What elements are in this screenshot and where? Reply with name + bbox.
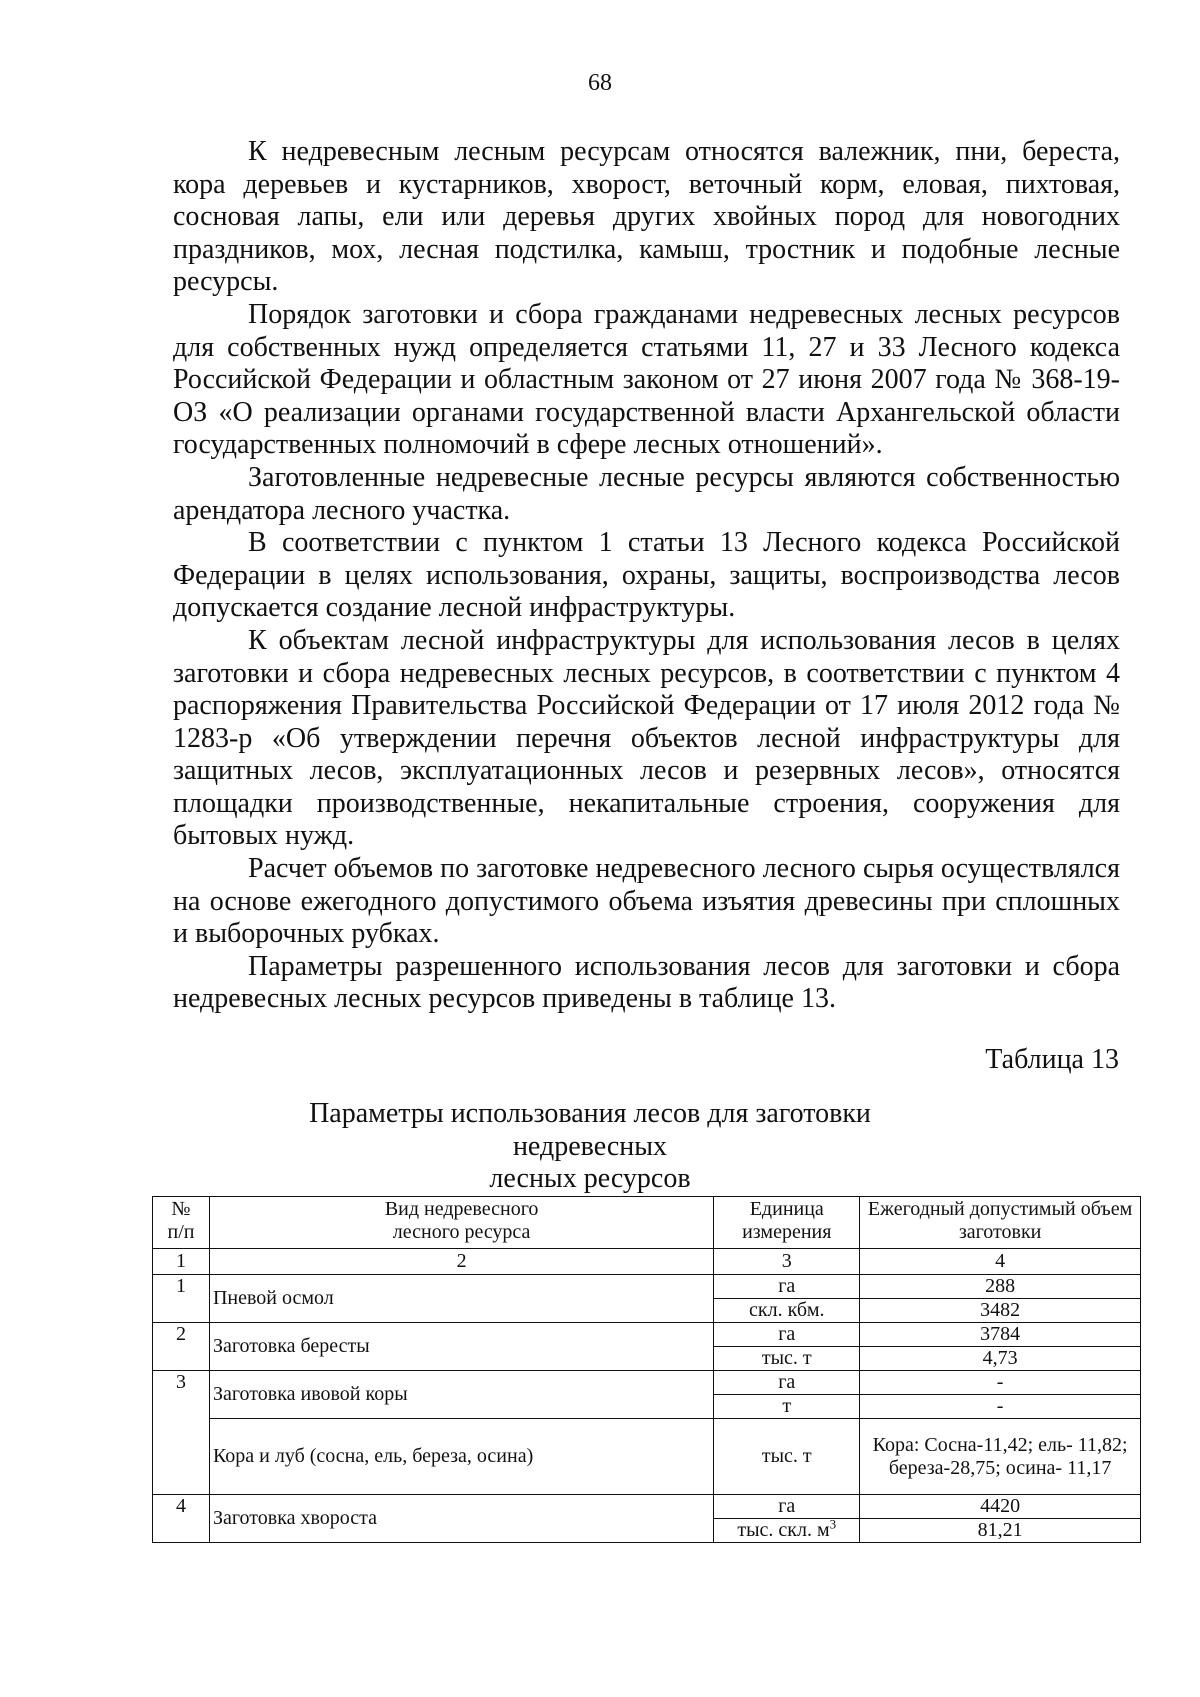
- unit-cell: скл. кбм.: [714, 1299, 860, 1323]
- unit-cell: га: [714, 1495, 860, 1519]
- table-row: [153, 1371, 1141, 1395]
- value-line: береза-28,75; осина- 11,17: [888, 1456, 1112, 1479]
- resource-name: Кора и луб (сосна, ель, береза, осина): [209, 1419, 713, 1495]
- unit-superscript: 3: [829, 1516, 837, 1532]
- column-number-row: [153, 1249, 1141, 1275]
- column-number: 2: [209, 1249, 713, 1275]
- row-number: 1: [153, 1275, 210, 1323]
- resource-name: Заготовка хвороста: [209, 1495, 713, 1543]
- table-row: [153, 1419, 1141, 1495]
- table-row: [153, 1323, 1141, 1347]
- value-cell: -: [860, 1395, 1141, 1419]
- row-number: 2: [153, 1323, 210, 1371]
- resource-name: Пневой осмол: [209, 1275, 713, 1323]
- unit-cell: тыс. т: [714, 1347, 860, 1371]
- page-number: 68: [588, 70, 612, 96]
- value-cell: 4420: [860, 1495, 1141, 1519]
- header-annual-volume: Ежегодный допустимый объем заготовки: [860, 1197, 1141, 1249]
- paragraph: К недревесным лесным ресурсам относятся валежник, пни, береста, кора деревьев и кустарников, хворост, веточный корм, еловая, пихтовая, сосновая лапы, ели или деревья других хвойных пород для новогодних праздников, мох, лесная подстилка, камыш, тростник и подобные лесные ресурсы.: [173, 136, 1120, 298]
- value-cell: 81,21: [860, 1519, 1141, 1543]
- header-resource-type: Вид недревесного лесного ресурса: [209, 1197, 713, 1249]
- value-cell: 3482: [860, 1299, 1141, 1323]
- paragraph: Заготовленные недревесные лесные ресурсы являются собственностью арендатора лесного участка.: [173, 461, 1120, 526]
- table-title-line: Параметры использования лесов для заготовки недревесных: [309, 1098, 871, 1162]
- header-num: № п/п: [153, 1197, 210, 1249]
- parameters-table: [152, 1196, 1141, 1543]
- paragraph: К объектам лесной инфраструктуры для использования лесов в целях заготовки и сбора недревесных лесных ресурсов, в соответствии с пунктом 4 распоряжения Правительства Российской Федерации от 17 июля 2012 года № 1283-р «Об утверждении перечня объектов лесной инфраструктуры для защитных лесов, эксплуатационных лесов и резервных лесов», относятся площадки производственные, некапитальные строения, сооружения для бытовых нужд.: [173, 624, 1120, 852]
- value-cell: 3784: [860, 1323, 1141, 1347]
- table-title-line: лесных ресурсов: [489, 1163, 691, 1195]
- unit-cell: га: [714, 1275, 860, 1299]
- paragraph: Порядок заготовки и сбора гражданами недревесных лесных ресурсов для собственных нужд определяется статьями 11, 27 и 33 Лесного кодекса Российской Федерации и областным законом от 27 июня 2007 года № 368-19-ОЗ «О реализации органами государственной власти Архангельской области государственных полномочий в сфере лесных отношений».: [173, 298, 1120, 461]
- column-number: 4: [860, 1249, 1141, 1275]
- paragraph: В соответствии с пунктом 1 статьи 13 Лесного кодекса Российской Федерации в целях использования, охраны, защиты, воспроизводства лесов допускается создание лесной инфраструктуры.: [173, 527, 1120, 624]
- unit-cell: га: [714, 1323, 860, 1347]
- row-number: 4: [153, 1495, 210, 1543]
- unit-cell: га: [714, 1371, 860, 1395]
- table-title: [230, 1098, 950, 1196]
- row-number: 3: [153, 1371, 210, 1495]
- unit-text: тыс. скл. м: [737, 1519, 830, 1541]
- column-number: 1: [153, 1249, 210, 1275]
- table-row: [153, 1275, 1141, 1299]
- value-cell: 4,73: [860, 1347, 1141, 1371]
- paragraph: Расчет объемов по заготовке недревесного лесного сырья осуществлялся на основе ежегодного допустимого объема изъятия древесины при сплошных и выборочных рубках.: [173, 853, 1120, 950]
- paragraph: Параметры разрешенного использования лесов для заготовки и сбора недревесных лесных ресурсов приведены в таблице 13.: [173, 950, 1120, 1015]
- unit-cell: тыс. т: [714, 1419, 860, 1495]
- column-number: 3: [714, 1249, 860, 1275]
- table-row: [153, 1495, 1141, 1519]
- resource-name: Заготовка бересты: [209, 1323, 713, 1371]
- unit-cell: [714, 1516, 860, 1543]
- unit-cell: т: [714, 1395, 860, 1419]
- value-cell: 288: [860, 1275, 1141, 1299]
- header-unit: Единица измерения: [714, 1197, 860, 1249]
- value-cell: [860, 1419, 1141, 1495]
- table-label: Таблица 13: [985, 1044, 1119, 1075]
- body-text: [173, 136, 1120, 1016]
- resource-name: Заготовка ивовой коры: [209, 1371, 713, 1419]
- value-cell: -: [860, 1371, 1141, 1395]
- table-header-row: [153, 1197, 1141, 1249]
- value-line: Кора: Сосна-11,42; ель- 11,82;: [872, 1433, 1128, 1456]
